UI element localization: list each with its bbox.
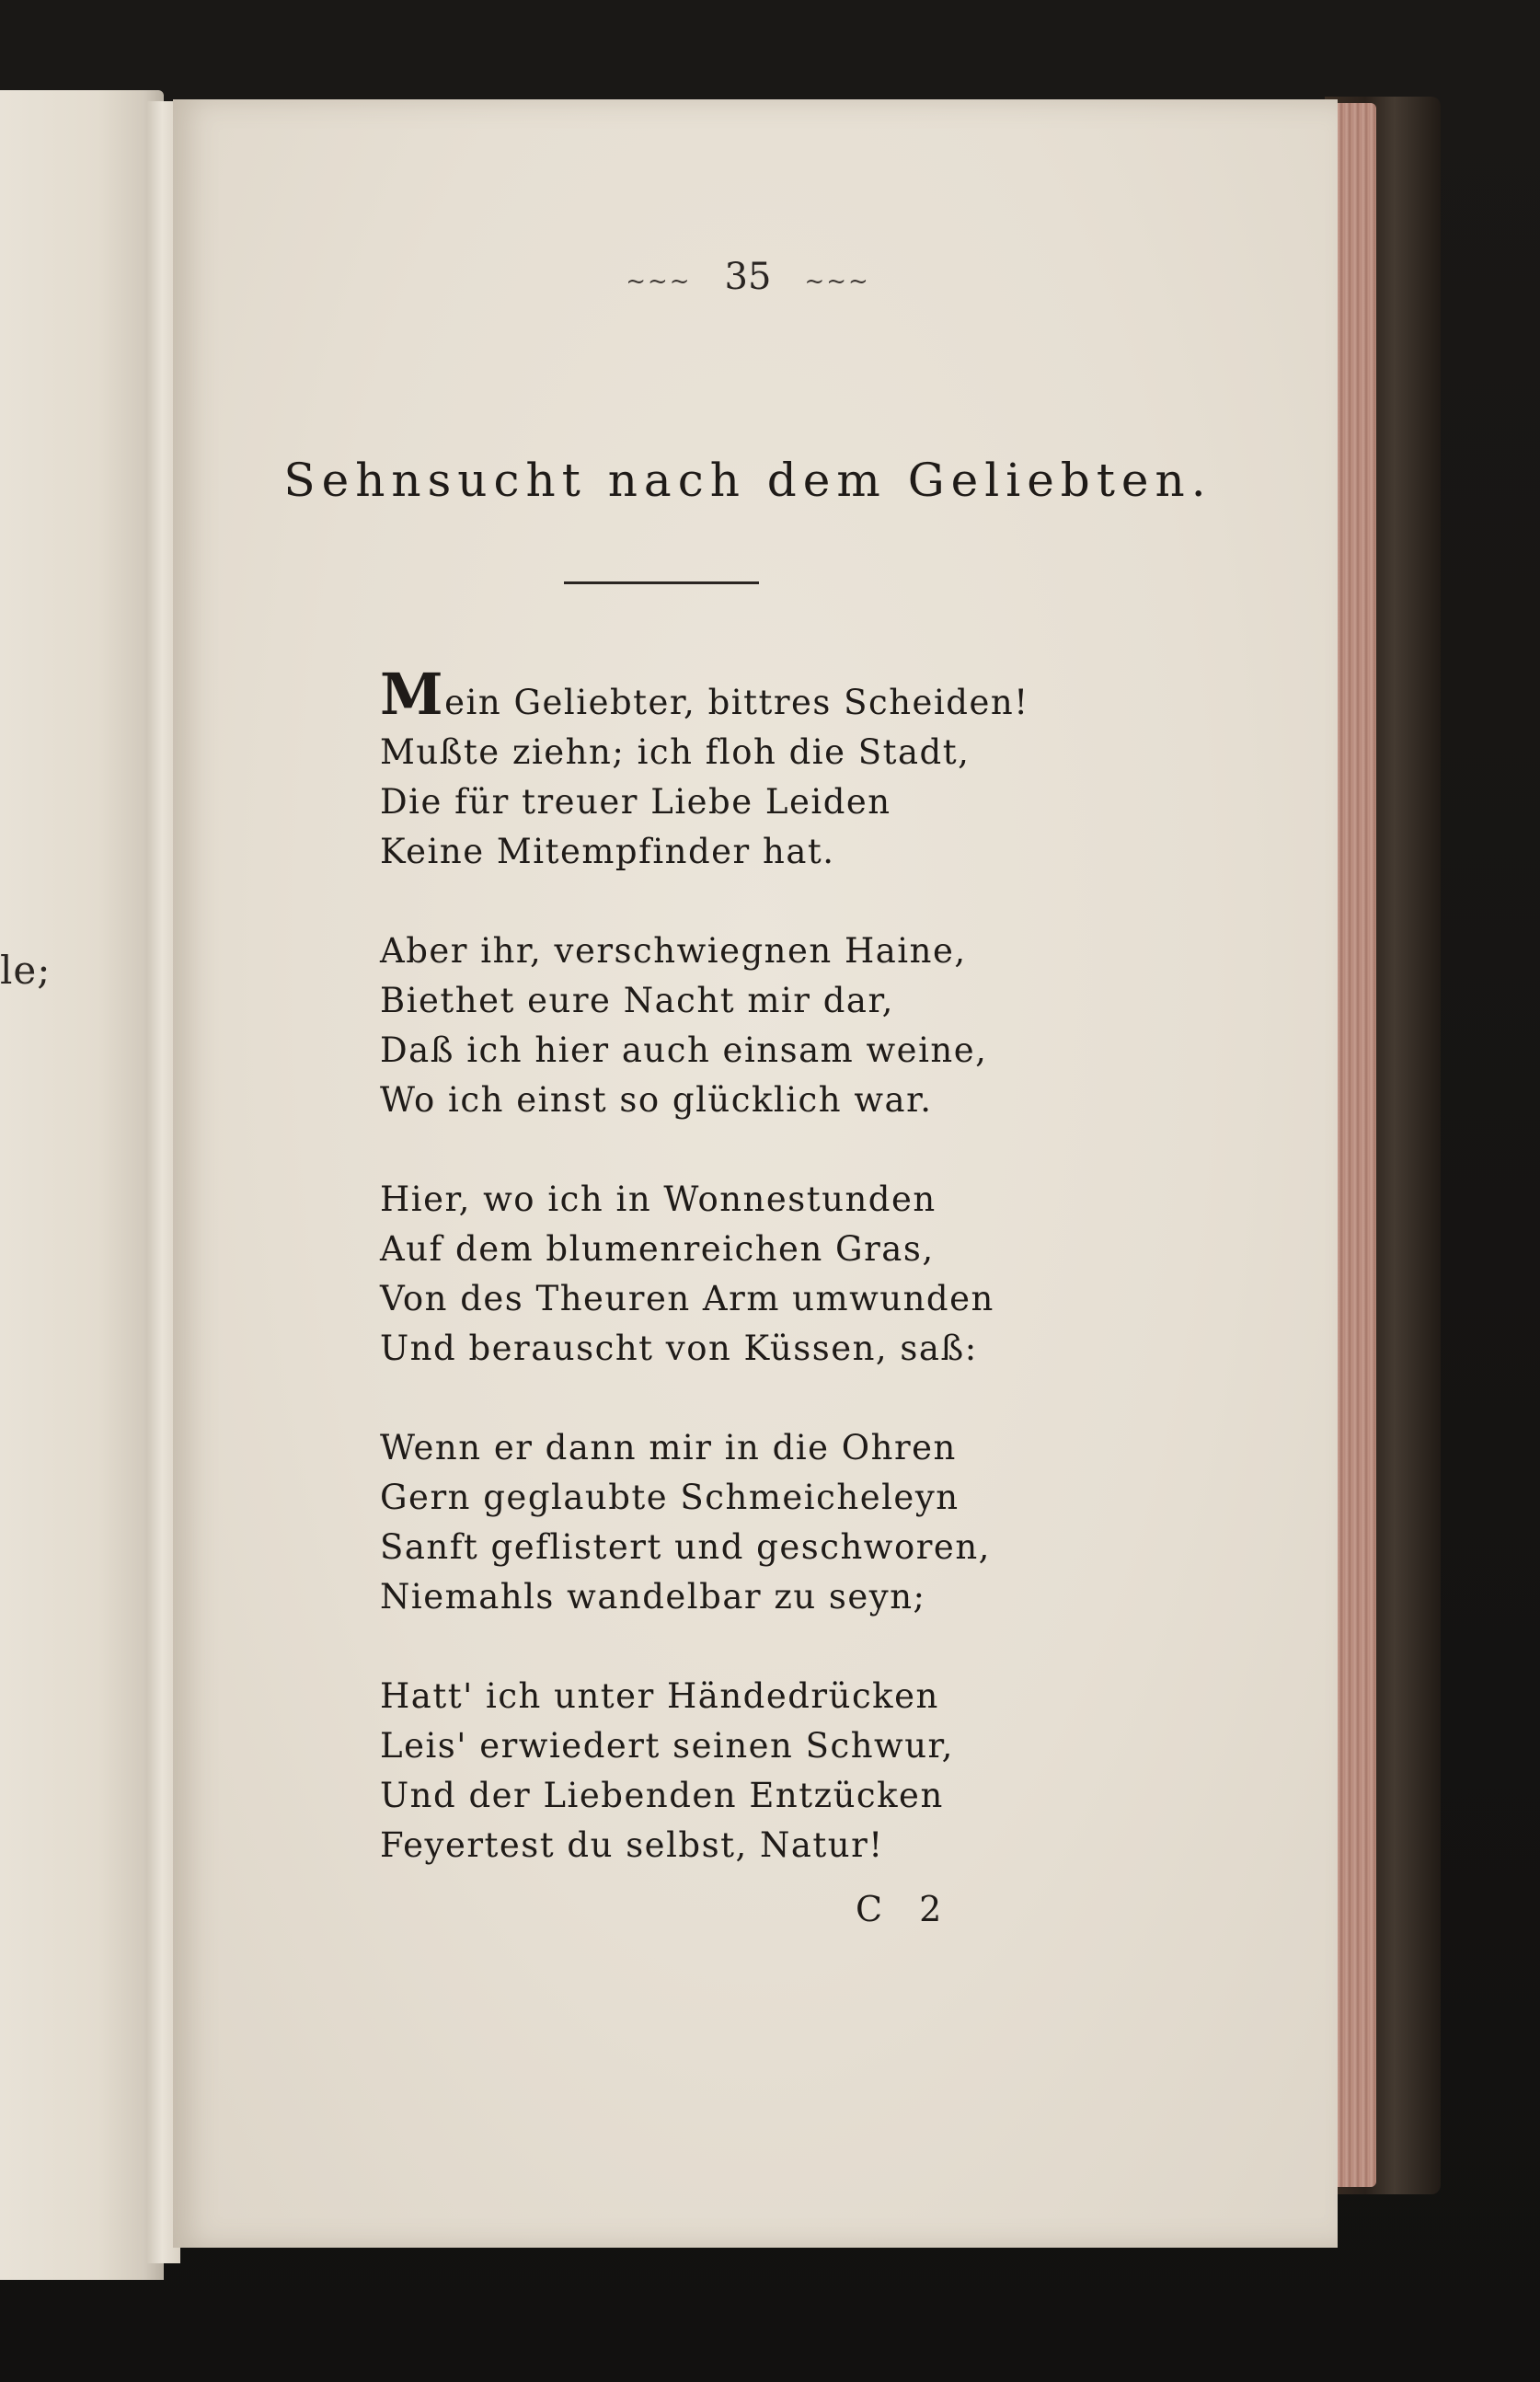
poem-line: Auf dem blumenreichen Gras, <box>380 1229 935 1269</box>
poem-line: Und der Liebenden Entzücken <box>380 1776 944 1815</box>
poem-line: Daß ich hier auch einsam weine, <box>380 1030 988 1070</box>
poem-line-text: ein Geliebter, bittres Scheiden! <box>444 683 1029 722</box>
page-number: 35 <box>724 256 772 298</box>
signature-mark: C 2 <box>856 1889 955 1929</box>
stanza-3 <box>380 1175 1226 1374</box>
poem-line: Hier, wo ich in Wonnestunden <box>380 1179 937 1219</box>
facing-page-left <box>0 90 164 2280</box>
poem-body <box>380 661 1226 1920</box>
poem-line: Mußte ziehn; ich floh die Stadt, <box>380 732 971 772</box>
stanza-1 <box>380 661 1226 877</box>
ornament-left: ~~~ <box>626 268 692 295</box>
drop-cap: M <box>380 661 445 728</box>
poem-line: Biethet eure Nacht mir dar, <box>380 981 894 1020</box>
poem-line: Feyertest du selbst, Natur! <box>380 1825 884 1865</box>
poem-line: Niemahls wandelbar zu seyn; <box>380 1577 926 1617</box>
title-divider <box>564 581 759 584</box>
running-head <box>173 256 1323 298</box>
stanza-4 <box>380 1423 1226 1622</box>
book-page <box>173 99 1338 2248</box>
ornament-right: ~~~ <box>804 268 870 295</box>
stanza-5 <box>380 1672 1226 1870</box>
stanza-2 <box>380 926 1226 1125</box>
poem-line: Wenn er dann mir in die Ohren <box>380 1428 957 1467</box>
poem-line: Hatt' ich unter Händedrücken <box>380 1676 939 1716</box>
page-block-edge <box>1336 103 1376 2187</box>
facing-page-text-fragment: le; <box>0 948 52 993</box>
poem-line: Die für treuer Liebe Leiden <box>380 782 891 822</box>
poem-line: Gern geglaubte Schmeicheleyn <box>380 1478 960 1517</box>
poem-line: Leis' erwiedert seinen Schwur, <box>380 1726 954 1766</box>
poem-line: Aber ihr, verschwiegnen Haine, <box>380 931 967 971</box>
poem-line: Und berauscht von Küssen, saß: <box>380 1329 978 1368</box>
poem-line: Wo ich einst so glücklich war. <box>380 1080 933 1120</box>
poem-line: Sanft geflistert und geschworen, <box>380 1527 991 1567</box>
poem-line <box>380 661 1226 728</box>
poem-line: Keine Mitempfinder hat. <box>380 832 835 871</box>
poem-line: Von des Theuren Arm umwunden <box>380 1279 994 1318</box>
poem-title: Sehnsucht nach dem Geliebten. <box>283 454 1212 507</box>
